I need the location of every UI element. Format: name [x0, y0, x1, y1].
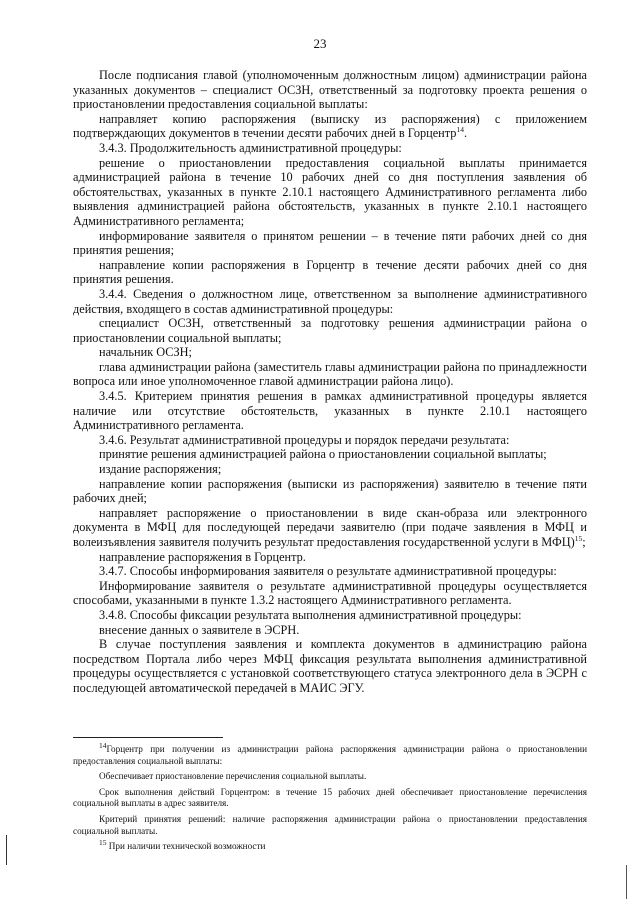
paragraph: направление копии распоряжения (выписки из распоряжения) заявителю в течение пяти рабочих дней;: [73, 476, 587, 506]
footnote-mark: 15: [99, 838, 107, 848]
paragraph: 3.4.7. Способы информирования заявителя о результате административной процедуры:: [99, 564, 557, 579]
paragraph: В случае поступления заявления и комплекта документов в администрацию района посредством Портала либо через МФЦ фиксация результата выполнения административной процедуры осуществляется с установкой соответствующего статуса электронного дела в ЭСРН с последующей автоматической передачей в МАИС ЭГУ.: [73, 637, 587, 695]
paragraph: 3.4.6. Результат административной процедуры и порядок передачи результата:: [99, 432, 510, 447]
paragraph: внесение данных о заявителе в ЭСРН.: [99, 622, 300, 637]
footnote-separator: [73, 737, 223, 738]
paragraph: глава администрации района (заместитель главы администрации района по принадлежности вопроса или иное уполномоченное главой администрации района лицо).: [73, 359, 587, 389]
paragraph: издание распоряжения;: [99, 462, 222, 477]
paragraph: Информирование заявителя о результате административной процедуры осуществляется способами, указанными в пункте 1.3.2 настоящего Административного регламента.: [73, 578, 587, 608]
footnote-mark: 14: [99, 740, 107, 750]
paragraph: направление копии распоряжения в Горцентр в течение десяти рабочих дней со дня принятия решения.: [73, 257, 587, 287]
paragraph: После подписания главой (уполномоченным должностным лицом) администрации района указанных документов – специалист ОСЗН, ответственный за подготовку проекта решения о приостановлении предоставления социальной выплаты:: [73, 68, 587, 112]
page-number: 23: [313, 36, 327, 51]
footnote-ref: 15: [574, 533, 583, 543]
paragraph: 3.4.8. Способы фиксации результата выполнения административной процедуры:: [99, 607, 522, 622]
paragraph: принятие решения администрацией района о приостановлении социальной выплаты;: [99, 447, 547, 462]
paragraph: 3.4.3. Продолжительность административной процедуры:: [99, 140, 402, 155]
paragraph: информирование заявителя о принятом решении – в течение пяти рабочих дней со дня принятия решения;: [73, 228, 587, 258]
footnote: $^{15}$ При наличии технической возможности: [99, 838, 266, 852]
paragraph: направление распоряжения в Горцентр.: [99, 549, 306, 564]
paragraph: направляет копию распоряжения (выписку из распоряжения) с приложением подтверждающих документов в течении десяти рабочих дней в Горцентр$^{14}$.: [73, 111, 587, 141]
footnote: $^{14}$Горцентр при получении из администрации района распоряжения администрации района о приостановлении предоставления социальной выплаты:: [73, 740, 587, 766]
document-body: [73, 68, 587, 696]
footnotes: [73, 740, 587, 857]
paragraph: начальник ОСЗН;: [99, 345, 192, 360]
footnote: Критерий принятия решений: наличие распоряжения администрации района о приостановлении предоставления социальной выплаты.: [73, 813, 587, 836]
scan-artifact-line: [626, 865, 627, 899]
footnote: Обеспечивает приостановление перечисления социальной выплаты.: [99, 771, 367, 782]
paragraph: специалист ОСЗН, ответственный за подготовку решения администрации района о приостановлении социальной выплаты;: [73, 316, 587, 345]
scan-artifact-line: [6, 835, 7, 865]
paragraph: 3.4.5. Критерием принятия решения в рамках административной процедуры является наличие или отсутствие обстоятельств, указанных в пункте 2.10.1 настоящего Административного регламента.: [73, 389, 587, 433]
paragraph: направляет распоряжение о приостановлении в виде скан-образа или электронного документа в МФЦ для последующей передачи заявителю (при подаче заявления в МФЦ и волеизъявления заявителя получить результат предоставления государственной услуги в МФЦ)$^{15}$;: [73, 505, 587, 549]
footnote-ref: 14: [456, 125, 464, 135]
paragraph: решение о приостановлении предоставления социальной выплаты принимается администрацией района в течение 10 рабочих дней со дня поступления заявления об обстоятельствах, указанных в пункте 2.10.1 настоящего Административного регламента либо выявления администрацией района обстоятельств, указанных в пункте 2.10.1 настоящего Административного регламента;: [73, 155, 587, 228]
paragraph: 3.4.4. Сведения о должностном лице, ответственном за выполнение административного действия, входящего в состав административной процедуры:: [73, 286, 587, 316]
footnote: Срок выполнения действий Горцентром: в течение 15 рабочих дней обеспечивает приостановление перечисления социальной выплаты в адрес заявителя.: [73, 786, 587, 809]
